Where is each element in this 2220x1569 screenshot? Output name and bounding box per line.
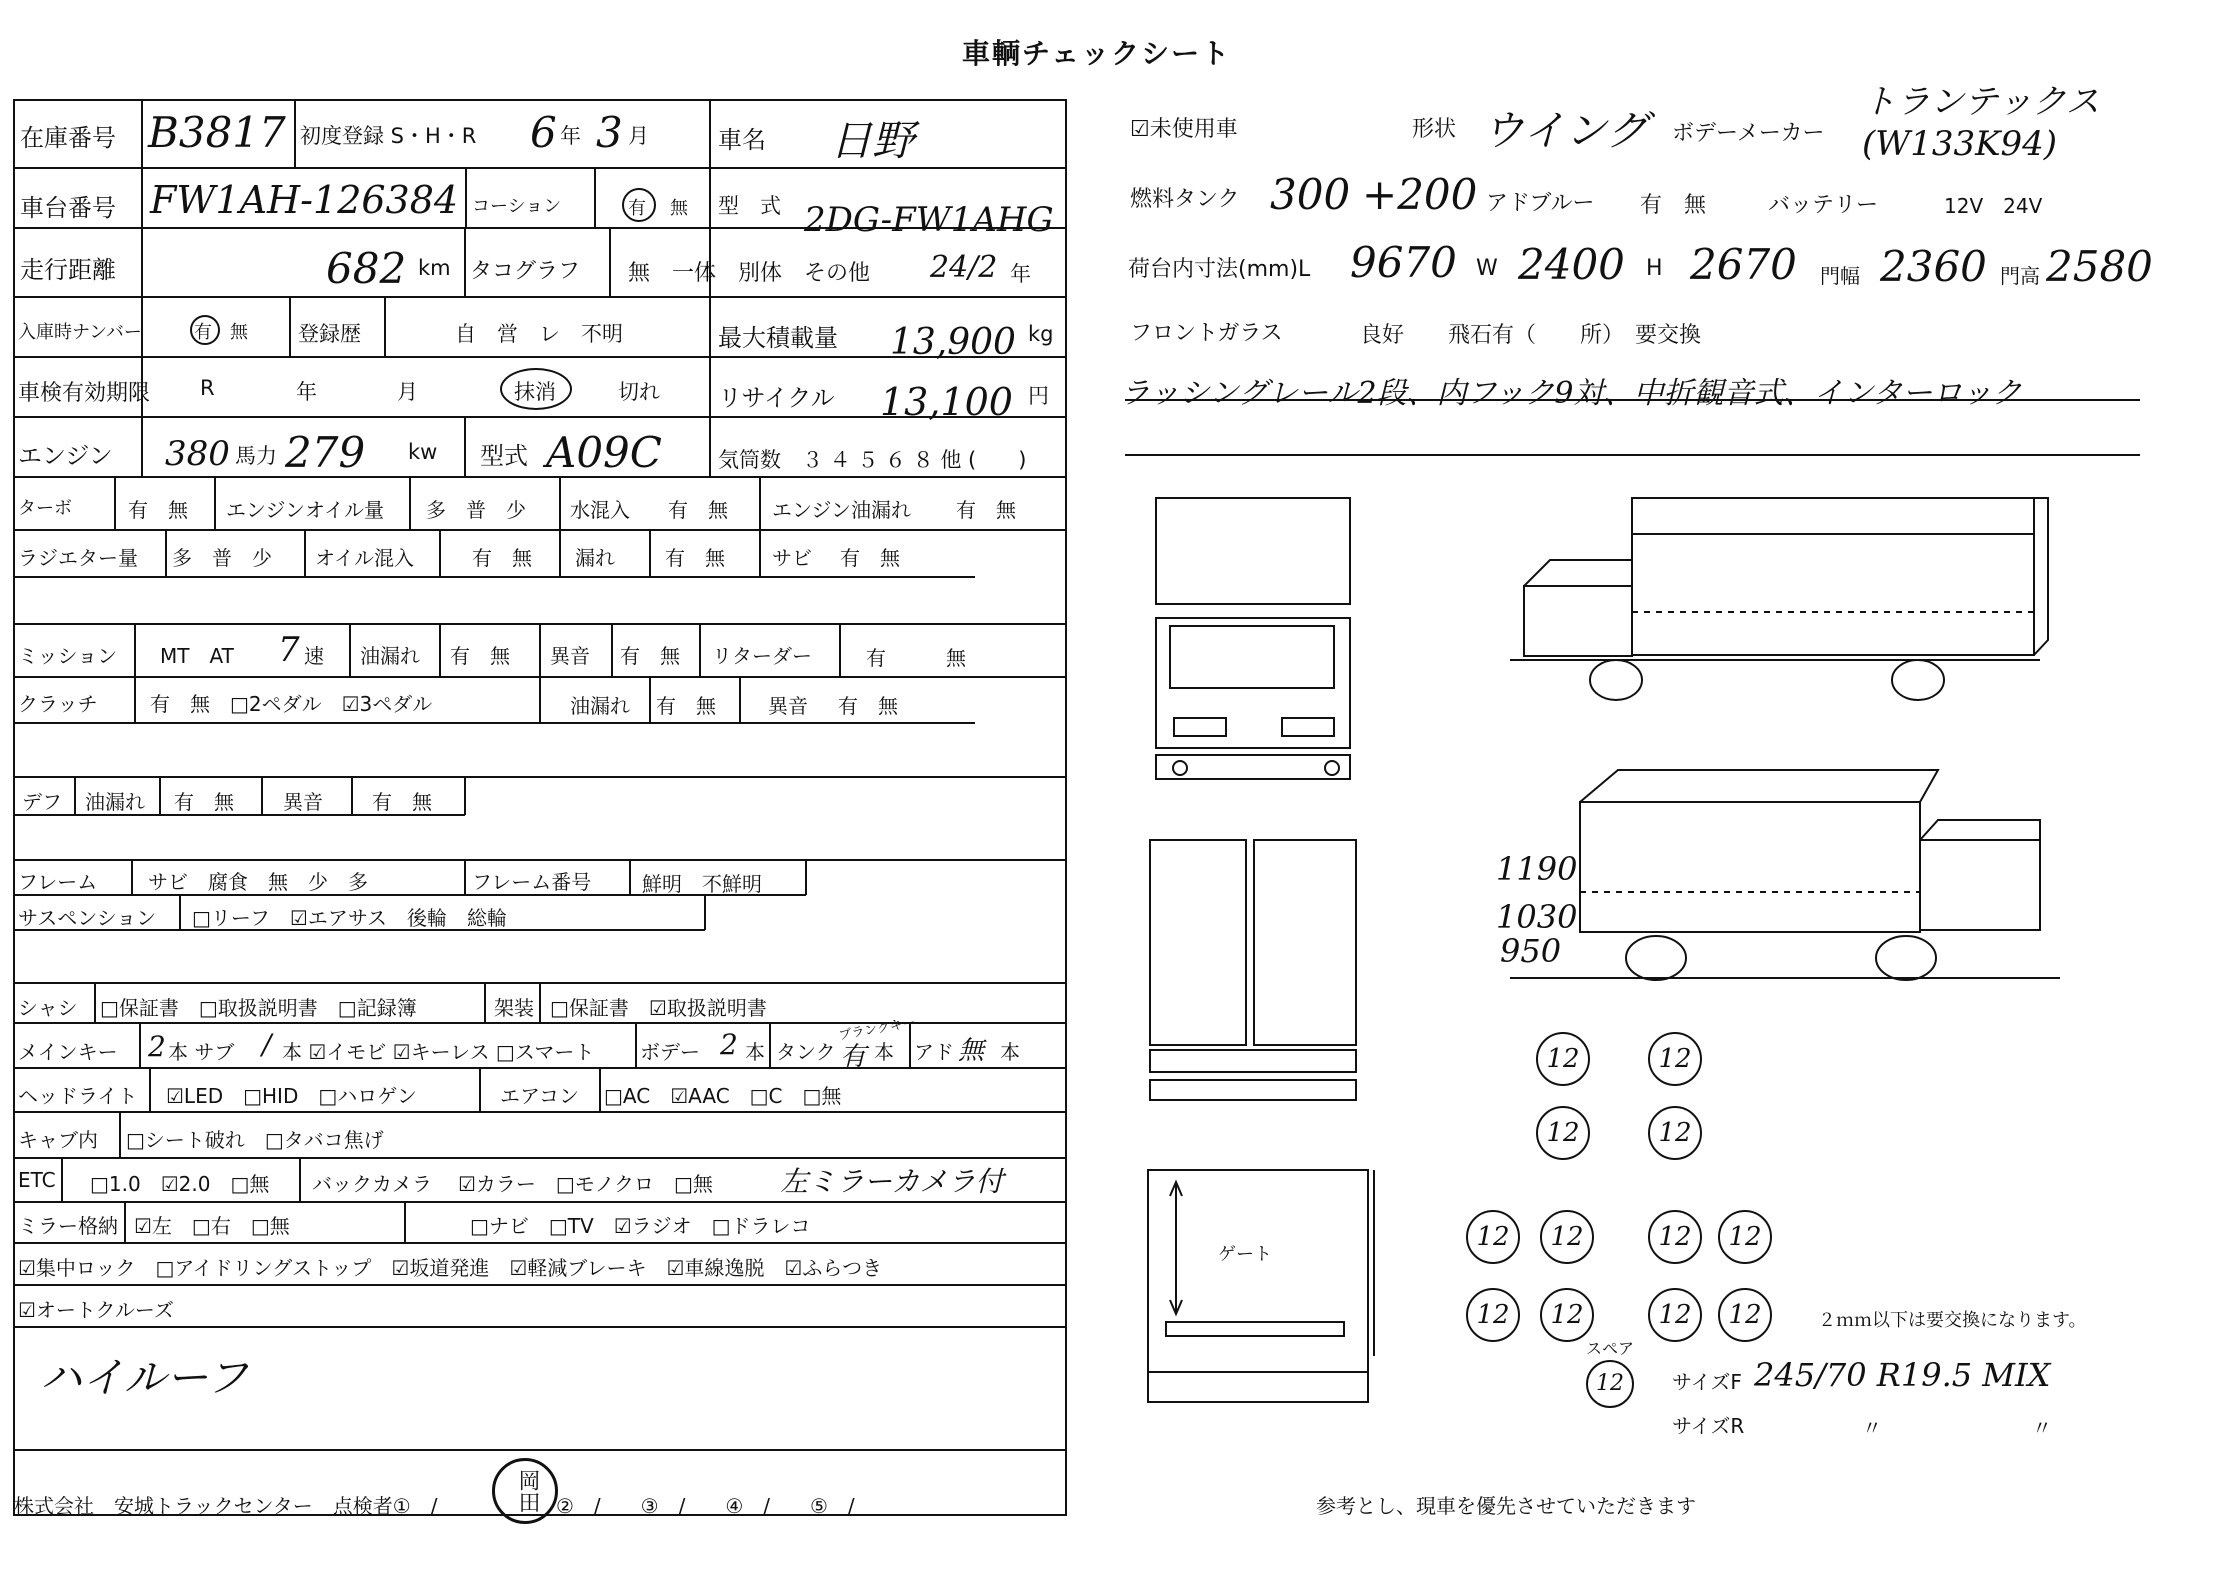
kw-unit: kw xyxy=(408,440,438,464)
tire-2: 12 xyxy=(1648,1032,1702,1086)
turbo-opts: 有 無 xyxy=(128,498,188,522)
cab-roof-view xyxy=(1156,498,1350,604)
dim-l: 9670 xyxy=(1350,238,1457,287)
body-key-count: 2 xyxy=(720,1028,738,1061)
engine-model-label: 型式 xyxy=(480,442,528,470)
size-f-label: サイズF xyxy=(1672,1370,1742,1394)
audio-opts: □ナビ □TV ☑ラジオ □ドラレコ xyxy=(470,1214,811,1238)
frame-no-opts: 鮮明 不鮮明 xyxy=(642,872,762,896)
oil-level-opts: 多 普 少 xyxy=(426,498,526,522)
fuel-label: 燃料タンク xyxy=(1130,187,1240,212)
noise-opts: 有 無 xyxy=(620,644,680,668)
hp: 380 xyxy=(165,434,230,474)
cab-label: キャブ内 xyxy=(18,1128,98,1152)
recycle: 13,100 xyxy=(880,380,1013,424)
shape: ウイング xyxy=(1482,106,1648,155)
footer-note: 参考とし、現車を優先させていただきます xyxy=(1316,1494,1696,1518)
tire-note: ２ｍｍ以下は要交換になります。 xyxy=(1818,1310,2087,1331)
leak-label: 漏れ xyxy=(575,546,615,570)
chassis-docs-label: シャシ xyxy=(18,996,78,1020)
coating-label: コーション xyxy=(472,196,562,217)
remark: ハイルーフ xyxy=(40,1353,248,1402)
engine-model: A09C xyxy=(546,428,662,477)
w-label: W xyxy=(1476,256,1498,281)
unused-label: ☑未使用車 xyxy=(1130,117,1238,142)
leak-opts: 有 無 xyxy=(665,546,725,570)
cab-opts: □シート破れ □タバコ焦げ xyxy=(126,1128,384,1152)
tire-11: 12 xyxy=(1648,1288,1702,1342)
clutch-leak-label: 油漏れ xyxy=(570,694,630,718)
car-name: 日野 xyxy=(830,116,915,165)
door-h: 2580 xyxy=(2046,242,2153,291)
aircon-opts: □AC ☑AAC □C □無 xyxy=(604,1084,842,1108)
body-key-unit: 本 xyxy=(745,1040,765,1064)
tank-key-val: 有 xyxy=(840,1042,867,1072)
tacho-unit: 年 xyxy=(1010,262,1031,286)
adblue-label: アドブルー xyxy=(1486,191,1595,216)
coating-yes: 有 xyxy=(628,198,646,219)
tire-10: 12 xyxy=(1540,1288,1594,1342)
clutch-label: クラッチ xyxy=(18,692,98,716)
headlight-opts: ☑LED □HID □ハロゲン xyxy=(166,1084,417,1108)
rust-opts: 有 無 xyxy=(840,546,900,570)
tank-key-label: タンク xyxy=(776,1040,836,1064)
mileage-label: 走行距離 xyxy=(20,256,116,284)
tacho-opts: 無 一体 別体 その他 xyxy=(628,261,871,286)
frame-opts: サビ 腐食 無 少 多 xyxy=(148,870,368,894)
max-load: 13,900 xyxy=(890,322,1016,363)
chassis-docs: □保証書 □取扱説明書 □記録簿 xyxy=(100,996,417,1020)
retarder-opts: 有 無 xyxy=(866,646,966,670)
equipment: ラッシングレール2段、内フック9対、中折観音式、インターロック xyxy=(1120,376,2022,411)
body-key-label: ボデー xyxy=(640,1040,700,1064)
susp-label: サスペンション xyxy=(18,906,157,930)
max-load-label: 最大積載量 xyxy=(718,324,838,352)
yen-unit: 円 xyxy=(1028,384,1049,408)
tacho-label: タコグラフ xyxy=(470,259,581,284)
shape-label: 形状 xyxy=(1412,117,1457,142)
key-sub-count: / xyxy=(262,1028,272,1061)
etc-label: ETC xyxy=(18,1168,56,1192)
year-unit: 年 xyxy=(560,124,581,148)
stamp-text: 岡田 xyxy=(515,1469,540,1513)
mirror-opts: ☑左 □右 □無 xyxy=(134,1214,290,1238)
body-docs-label: 架装 xyxy=(494,996,534,1020)
kg-unit: kg xyxy=(1028,322,1054,346)
mirror-label: ミラー格納 xyxy=(18,1214,118,1238)
gate-label: ゲート xyxy=(1218,1244,1272,1265)
backcam-opts: ☑カラー □モノクロ □無 xyxy=(458,1172,713,1196)
height-3: 950 xyxy=(1500,932,1562,970)
door-w-label: 門幅 xyxy=(1820,264,1860,288)
first-reg-label: 初度登録 S・H・R xyxy=(300,124,477,148)
tire-5: 12 xyxy=(1466,1210,1520,1264)
glass-label: フロントガラス xyxy=(1130,321,1283,346)
key-opts: 本 ☑イモビ ☑キーレス □スマート xyxy=(282,1040,595,1064)
page-title: 車輌チェックシート xyxy=(962,37,1232,70)
reg-hist-label: 登録歴 xyxy=(298,322,361,346)
tire-6: 12 xyxy=(1540,1210,1594,1264)
chassis-label: 車台番号 xyxy=(20,194,116,222)
tire-1: 12 xyxy=(1536,1032,1590,1086)
adblue-opts: 有 無 xyxy=(1640,193,1707,218)
backcam-note: 左ミラーカメラ付 xyxy=(780,1165,1004,1198)
plate-label: 入庫時ナンバー xyxy=(18,322,142,343)
kw: 279 xyxy=(285,428,366,477)
maker: トランテックス xyxy=(1862,82,2100,122)
radiator-opts: 多 普 少 xyxy=(172,546,272,570)
oil-leak-opts: 有 無 xyxy=(956,498,1016,522)
maker-code: (W133K94) xyxy=(1862,124,2058,164)
tire-8: 12 xyxy=(1718,1210,1772,1264)
inspect-cancel: 抹消 xyxy=(514,380,556,404)
size-r-label: サイズR xyxy=(1672,1414,1745,1438)
size-r-1: 〃 xyxy=(1862,1416,1882,1440)
water-mix-label: 水混入 xyxy=(570,498,630,522)
cyl-opts: ３ ４ ５ ６ ８ 他 ( ) xyxy=(802,448,1027,472)
cyl-label: 気筒数 xyxy=(718,448,781,472)
chassis-no: FW1AH-126384 xyxy=(150,178,459,222)
company: 株式会社 安城トラックセンター 点検者① / xyxy=(14,1494,438,1518)
spare-label: スペア xyxy=(1586,1339,1635,1358)
backcam-label: バックカメラ xyxy=(312,1172,432,1196)
oil-mix-label: オイル混入 xyxy=(315,546,414,570)
stock-no-label: 在庫番号 xyxy=(20,124,116,152)
frame-no-label: フレーム番号 xyxy=(472,870,592,894)
reg-hist-opts: 自 営 レ 不明 xyxy=(455,322,623,346)
tire-7: 12 xyxy=(1648,1210,1702,1264)
oil-leak-label: エンジン油漏れ xyxy=(772,498,911,522)
mission-label: ミッション xyxy=(18,644,118,668)
engine-label: エンジン xyxy=(18,442,113,470)
fuel: 300 xyxy=(1270,170,1351,219)
inspector-rest: ② / ③ / ④ / ⑤ / xyxy=(556,1494,855,1518)
hp-unit: 馬力 xyxy=(235,444,277,468)
water-mix-opts: 有 無 xyxy=(668,498,728,522)
tire-12: 12 xyxy=(1718,1288,1772,1342)
radiator-label: ラジエター量 xyxy=(18,546,138,570)
clutch-opts: 有 無 □2ペダル ☑3ペダル xyxy=(150,692,433,716)
height-2: 1030 xyxy=(1496,898,1578,936)
tire-3: 12 xyxy=(1536,1106,1590,1160)
diff-leak-label: 油漏れ xyxy=(85,790,145,814)
door-w: 2360 xyxy=(1880,242,1987,291)
mission-leak-opts: 有 無 xyxy=(450,644,510,668)
h-label: H xyxy=(1646,256,1663,281)
body-docs: □保証書 ☑取扱説明書 xyxy=(550,996,767,1020)
retarder-label: リターダー xyxy=(712,644,812,668)
inspect-r: R xyxy=(200,376,215,400)
rust-label: サビ xyxy=(772,546,812,570)
model: 2DG-FW1AHG xyxy=(804,200,1054,240)
diff-noise-label: 異音 xyxy=(283,790,323,814)
turbo-label: ターボ xyxy=(18,498,72,519)
recycle-label: リサイクル xyxy=(718,384,835,412)
spare-tire: 12 xyxy=(1586,1360,1634,1408)
first-reg-year: 6 xyxy=(530,108,557,157)
plate-opts: 有 無 xyxy=(194,322,248,343)
size-r-2: 〃 xyxy=(2032,1416,2052,1440)
diff-leak-opts: 有 無 xyxy=(174,790,234,814)
oil-mix-opts: 有 無 xyxy=(472,546,532,570)
diff-label: デフ xyxy=(22,790,62,814)
susp-opts: □リーフ ☑エアサス 後輪 総輪 xyxy=(192,906,508,930)
ad-key-label: アド xyxy=(914,1040,954,1064)
clutch-noise-label: 異音 xyxy=(768,694,808,718)
ad-key-val: 無 xyxy=(958,1036,985,1066)
inspect-expired: 切れ xyxy=(618,380,660,404)
inspect-label: 車検有効期限 xyxy=(18,381,151,406)
tank-key-note: ブランクキー xyxy=(837,1015,917,1044)
size-f: 245/70 R19.5 MIX xyxy=(1754,1356,2051,1394)
dims-label: 荷台内寸法(mm)L xyxy=(1128,257,1311,282)
door-h-label: 門高 xyxy=(2000,264,2040,288)
etc-opts: □1.0 ☑2.0 □無 xyxy=(90,1172,270,1196)
first-reg-month: 3 xyxy=(596,108,623,157)
model-label: 型 式 xyxy=(718,194,781,218)
key-count: 2 xyxy=(148,1030,166,1063)
clutch-leak-opts: 有 無 xyxy=(656,694,716,718)
height-1: 1190 xyxy=(1496,850,1578,888)
car-name-label: 車名 xyxy=(718,126,766,154)
key-label: メインキー xyxy=(18,1040,118,1064)
tire-9: 12 xyxy=(1466,1288,1520,1342)
dim-h: 2670 xyxy=(1690,240,1797,289)
mileage: 682 xyxy=(326,244,407,293)
dim-w: 2400 xyxy=(1518,240,1625,289)
coating-no: 無 xyxy=(670,198,688,219)
mission-leak-label: 油漏れ xyxy=(360,644,420,668)
inspect-month: 月 xyxy=(397,380,418,404)
ad-key-unit: 本 xyxy=(1000,1040,1020,1064)
mission-opts: MT AT xyxy=(160,644,234,668)
glass-opts: 良好 飛石有（ 所） 要交換 xyxy=(1360,323,1702,348)
battery-label: バッテリー xyxy=(1768,193,1879,218)
key-sub: 本 サブ xyxy=(168,1040,235,1064)
maker-label: ボデーメーカー xyxy=(1672,121,1825,146)
frame-label: フレーム xyxy=(18,870,98,894)
mission-unit: 速 xyxy=(304,644,324,668)
battery-opts: 12V 24V xyxy=(1944,194,2043,218)
month-unit: 月 xyxy=(628,124,649,148)
tire-4: 12 xyxy=(1648,1106,1702,1160)
inspect-year: 年 xyxy=(296,380,317,404)
front-view xyxy=(1156,618,1350,748)
mission-gears: 7 xyxy=(278,630,300,670)
safety-opts: ☑集中ロック □アイドリングストップ ☑坂道発進 ☑軽減ブレーキ ☑車線逸脱 ☑ふらつき xyxy=(18,1256,883,1280)
noise-label: 異音 xyxy=(550,644,590,668)
stock-no: B3817 xyxy=(148,108,286,157)
oil-level-label: エンジンオイル量 xyxy=(226,498,384,522)
headlight-label: ヘッドライト xyxy=(18,1084,138,1108)
aircon-label: エアコン xyxy=(500,1084,579,1108)
diff-noise-opts: 有 無 xyxy=(372,790,432,814)
fuel-plus: +200 xyxy=(1362,170,1478,219)
tank-key-unit: 本 xyxy=(874,1040,894,1064)
clutch-noise-opts: 有 無 xyxy=(838,694,898,718)
tacho-value: 24/2 xyxy=(930,250,998,285)
km-unit: km xyxy=(418,256,451,280)
cruise-opts: ☑オートクルーズ xyxy=(18,1298,174,1322)
